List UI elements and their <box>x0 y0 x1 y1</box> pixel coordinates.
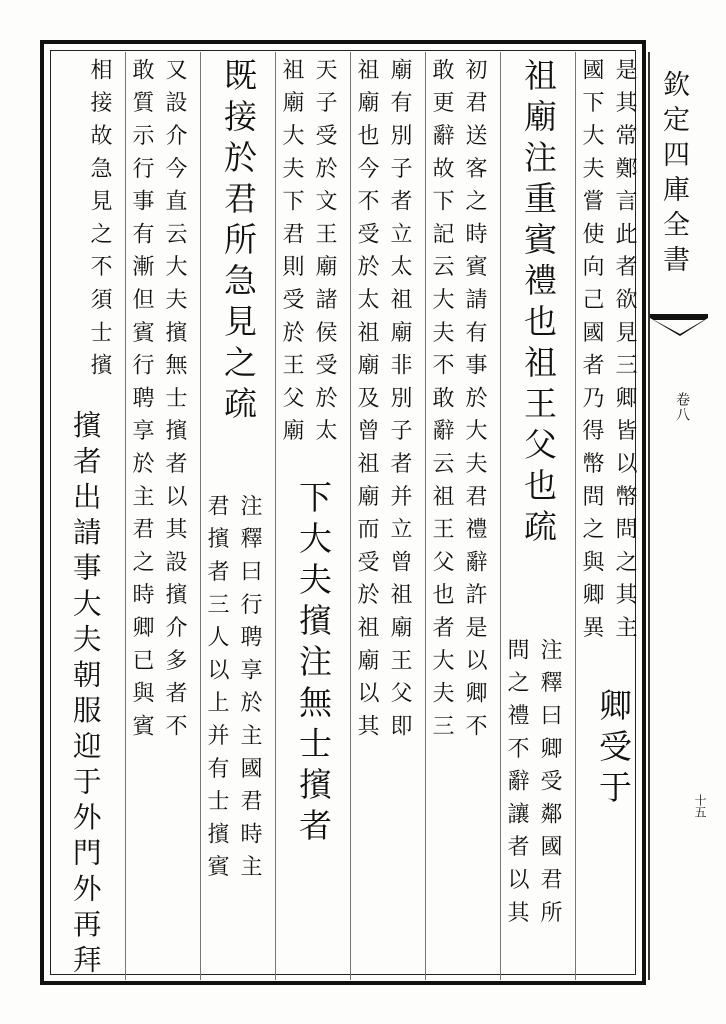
commentary-column: 問之禮不辭讓者以其 <box>504 638 529 934</box>
page-margin <box>650 52 720 982</box>
commentary-column: 廟有別子者立太祖廟非別子者并立曾祖廟王父即 <box>387 58 412 747</box>
main-text-column: 擯者出請事大夫朝服迎于外門外再拜 <box>68 410 103 980</box>
main-text-column: 祖廟注重賓禮也祖王父也疏 <box>519 58 558 550</box>
column-divider <box>575 52 576 980</box>
commentary-column: 祖廟大夫下君則受於王父廟 <box>279 58 304 452</box>
main-text-column: 下大夫擯注無士擯者 <box>294 479 333 849</box>
commentary-column: 國下大夫嘗使向己國者乃得幣問之與卿異 <box>579 58 604 649</box>
commentary-column: 君擯者三人以上并有士擯賓 <box>204 494 229 888</box>
main-text-column: 卿受于 <box>594 688 633 812</box>
column-divider <box>275 52 276 980</box>
collection-title: 欽定四庫全書 <box>658 70 689 280</box>
column-divider <box>200 52 201 980</box>
commentary-column: 是其常鄭言此者欲見三卿皆以幣問之其主 <box>612 58 637 649</box>
commentary-column: 注釋曰行聘享於主國君時主 <box>237 494 262 888</box>
column-divider <box>125 52 126 980</box>
folio-number: 十五 <box>693 794 707 818</box>
column-divider <box>350 52 351 980</box>
commentary-column: 注釋曰卿受鄰國君所 <box>537 638 562 934</box>
commentary-column: 天子受於文王廟諸侯受於太 <box>312 58 337 452</box>
fishtail-mark-icon <box>650 314 708 340</box>
main-text-column: 既接於君所急見之疏 <box>219 58 258 427</box>
commentary-column: 敢質示行事有漸但賓行聘享於主君之時卿已與賓 <box>129 58 154 747</box>
commentary-column: 初君送客之時賓請有事於大夫君禮辭許是以卿不 <box>462 58 487 747</box>
column-divider <box>425 52 426 980</box>
commentary-column: 祖廟也今不受於太祖廟及曾祖廟而受於祖廟以其 <box>354 58 379 747</box>
column-divider <box>500 52 501 980</box>
commentary-column: 又設介今直云大夫擯無士擯者以其設擯介多者不 <box>162 58 187 747</box>
commentary-column: 相接故急見之不須士擯 <box>87 58 112 386</box>
commentary-column: 敢更辭故下記云大夫不敢辭云祖王父也者大夫三 <box>429 58 454 747</box>
text-body <box>54 52 650 982</box>
volume-label: 卷八 <box>674 392 690 422</box>
